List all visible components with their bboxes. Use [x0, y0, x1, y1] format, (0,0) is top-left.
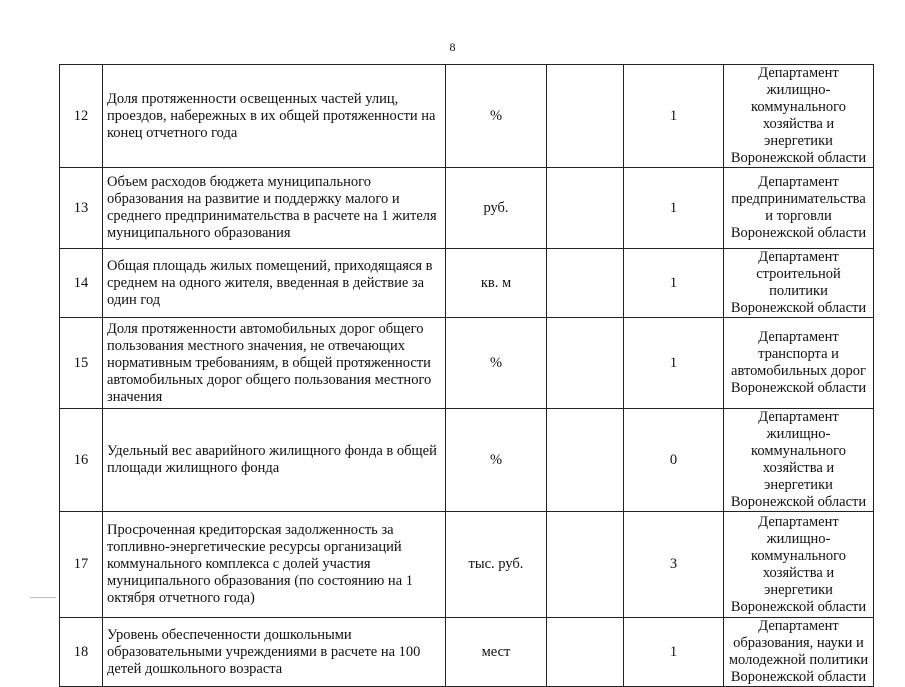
row-number: 18 [60, 618, 103, 687]
department-cell: Департамент образования, науки и молодежной политики Воронежской области [724, 618, 874, 687]
page-number: 8 [449, 40, 456, 54]
scan-artifact [30, 597, 56, 598]
department-cell: Департамент жилищно-коммунального хозяйства и энергетики Воронежской области [724, 409, 874, 512]
indicator-name: Объем расходов бюджета муниципального образования на развитие и поддержку малого и среднего предпринимательства в расчете на 1 жителя муниципального образования [103, 168, 446, 249]
unit-cell: руб. [446, 168, 547, 249]
value-cell: 1 [624, 618, 724, 687]
table-row [60, 318, 874, 409]
indicator-name: Общая площадь жилых помещений, приходящаяся в среднем на одного жителя, введенная в действие за один год [103, 249, 446, 318]
department-cell: Департамент транспорта и автомобильных дорог Воронежской области [724, 318, 874, 409]
department-cell: Департамент жилищно-коммунального хозяйства и энергетики Воронежской области [724, 512, 874, 618]
indicator-name: Удельный вес аварийного жилищного фонда в общей площади жилищного фонда [103, 409, 446, 512]
table-row [60, 249, 874, 318]
table-row [60, 65, 874, 168]
row-number: 12 [60, 65, 103, 168]
row-number: 14 [60, 249, 103, 318]
empty-cell [547, 168, 624, 249]
empty-cell [547, 512, 624, 618]
empty-cell [547, 249, 624, 318]
table-row [60, 512, 874, 618]
unit-cell: мест [446, 618, 547, 687]
row-number: 17 [60, 512, 103, 618]
empty-cell [547, 409, 624, 512]
indicator-name: Доля протяженности автомобильных дорог общего пользования местного значения, не отвечающих нормативным требованиям, в общей протяженности автомобильных дорог общего пользования местного значения [103, 318, 446, 409]
indicator-name: Просроченная кредиторская задолженность за топливно-энергетические ресурсы организаций коммунального комплекса с долей участия муниципального образования (по состоянию на 1 октября отчетного года) [103, 512, 446, 618]
department-cell: Департамент предпринимательства и торговли Воронежской области [724, 168, 874, 249]
value-cell: 3 [624, 512, 724, 618]
empty-cell [547, 65, 624, 168]
indicator-name: Доля протяженности освещенных частей улиц, проездов, набережных в их общей протяженности на конец отчетного года [103, 65, 446, 168]
value-cell: 1 [624, 318, 724, 409]
empty-cell [547, 318, 624, 409]
value-cell: 1 [624, 249, 724, 318]
empty-cell [547, 618, 624, 687]
department-cell: Департамент строительной политики Воронежской области [724, 249, 874, 318]
unit-cell: тыс. руб. [446, 512, 547, 618]
unit-cell: кв. м [446, 249, 547, 318]
unit-cell: % [446, 318, 547, 409]
value-cell: 0 [624, 409, 724, 512]
table-row [60, 409, 874, 512]
department-cell: Департамент жилищно-коммунального хозяйства и энергетики Воронежской области [724, 65, 874, 168]
row-number: 15 [60, 318, 103, 409]
unit-cell: % [446, 409, 547, 512]
value-cell: 1 [624, 65, 724, 168]
indicator-name: Уровень обеспеченности дошкольными образовательными учреждениями в расчете на 100 детей дошкольного возраста [103, 618, 446, 687]
indicators-table [59, 64, 874, 687]
row-number: 13 [60, 168, 103, 249]
value-cell: 1 [624, 168, 724, 249]
unit-cell: % [446, 65, 547, 168]
row-number: 16 [60, 409, 103, 512]
table-row [60, 618, 874, 687]
table-row [60, 168, 874, 249]
